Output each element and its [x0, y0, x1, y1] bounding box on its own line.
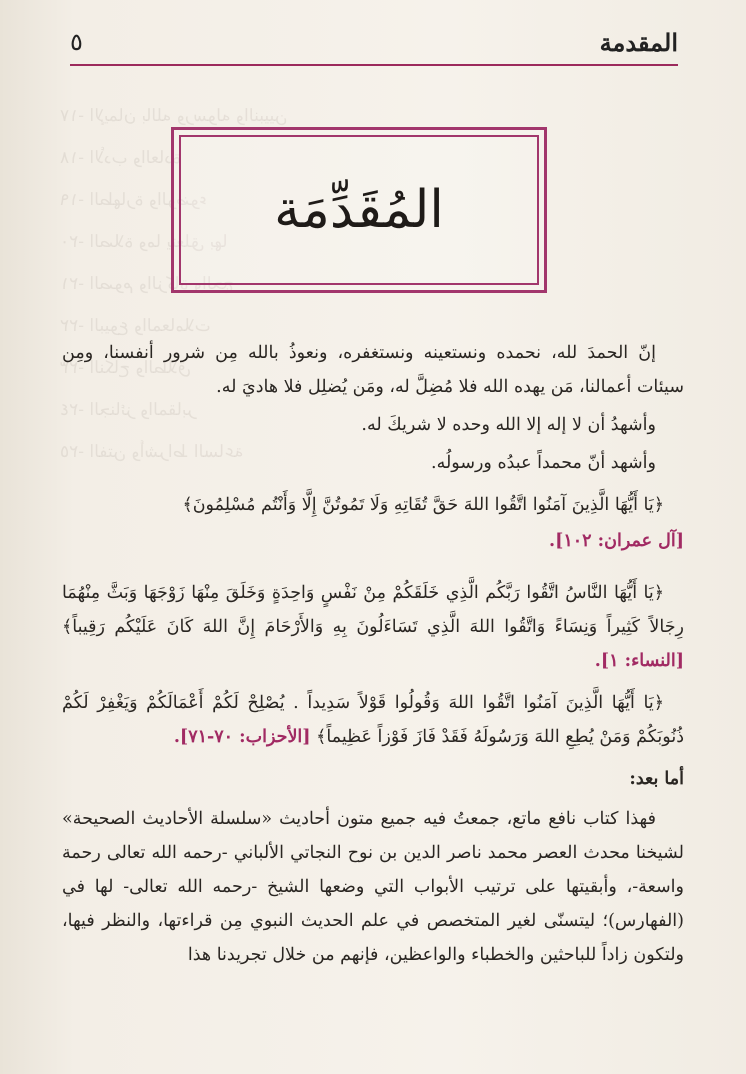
bleed-line: ٢٢- البيوع والمعاملات: [60, 316, 211, 336]
bleed-line: ٢٤- الجنائز والمقابر: [60, 400, 196, 420]
testimony-paragraph: وأشهدُ أن لا إله إلا الله وحده لا شريكَ له.: [361, 415, 656, 435]
verse-al-imran: ﴿يَا أَيُّهَا الَّذِينَ آمَنُوا اتَّقُوا اللهَ حَقَّ تُقَاتِهِ وَلَا تَمُوتُنَّ إِلَّا وَأَنْتُم مُسْلِمُونَ﴾: [182, 495, 664, 515]
verse-reference: [الأحزاب: ٧٠-٧١].: [173, 727, 311, 747]
bleed-line: ١٧- الإيمان بالله ورسوله والنبيين: [60, 106, 288, 126]
verse-an-nisa: [62, 576, 684, 678]
verse-text: ﴿يَا أَيُّهَا الَّذِينَ آمَنُوا اتَّقُوا اللهَ وَقُولُوا قَوْلاً سَدِيداً . يُصْلِحْ لَكُمْ أَعْمَالَكُمْ وَيَغْفِرْ لَكُمْ ذُنُوبَكُمْ وَمَنْ يُطِعِ اللهَ وَرَسُولَهُ فَقَدْ فَازَ فَوْزاً عَظِيماً﴾: [62, 693, 684, 747]
bleed-line: ١٩- الطهارة والوضوء: [60, 190, 207, 210]
opening-paragraph: إنّ الحمدَ لله، نحمده ونستعينه ونستغفره، ونعوذُ بالله مِن شرور أنفسنا، ومِن سيئات أعمالنا، مَن يهده الله فلا مُضِلَّ له، ومَن يُضلِل فلا هاديَ له.: [62, 343, 684, 397]
amma-bad-heading: أما بعد:: [629, 769, 684, 789]
running-title: المقدمة: [599, 28, 678, 57]
header-rule: [70, 64, 678, 66]
chapter-title: المُقَدِّمَة: [274, 180, 444, 240]
verse-reference: [النساء: ١].: [594, 651, 684, 671]
testimony-paragraph-2: وأشهد أنّ محمداً عبدُه ورسولُه.: [431, 453, 656, 473]
chapter-title-inner-frame: [179, 135, 539, 285]
bleed-line: ١٨- الأدب والعادة: [60, 148, 181, 168]
bleed-line: ٢١- الصوم والزكاة والحج: [60, 274, 234, 294]
bleed-line: ٢٥- الفتن وأشراط الساعة: [60, 442, 244, 462]
verse-al-ahzab: [62, 686, 684, 754]
verse-text: ﴿يَا أَيُّهَا النَّاسُ اتَّقُوا رَبَّكُم الَّذِي خَلَقَكُمْ مِنْ نَفْسٍ وَاحِدَةٍ وَخَلَقَ مِنْهَا زَوْجَهَا وَبَثَّ مِنْهُمَا رِجَالاً كَثِيراً وَنِسَاءً وَاتَّقُوا اللهَ الَّذِي تَسَاءَلُونَ بِهِ وَالأَرْحَامَ إِنَّ اللهَ كَانَ عَلَيْكُم رَقِيباً﴾: [62, 583, 684, 637]
introduction-paragraph: فهذا كتاب نافع ماتع، جمعتُ فيه جميع متون أحاديث «سلسلة الأحاديث الصحيحة» لشيخنا محدث العصر محمد ناصر الدين بن نوح النجاتي الألباني -رحمه الله تعالى رحمة واسعة-، وأبقيتها على ترتيب الأبواب التي وضعها الشيخ -رحمه الله تعالى- لها في (الفهارس)؛ ليتسنّى لغير المتخصص في علم الحديث النبوي مِن قراءتها، والنظر فيها، ولتكون زاداً للباحثين والخطباء والواعظين، فإنهم من خلال تجريدنا هذا: [62, 809, 684, 965]
verse-reference: [آل عمران: ١٠٢].: [548, 531, 684, 551]
body-text: [62, 336, 684, 976]
chapter-title-frame: [171, 127, 547, 293]
bleed-line: ٢٣- النكاح والطلاق: [60, 358, 191, 378]
page-number: ٥: [70, 28, 83, 56]
page-header: [70, 24, 678, 62]
bleed-line: ٢٠- الصلاة وما يتعلق بها: [60, 232, 228, 252]
